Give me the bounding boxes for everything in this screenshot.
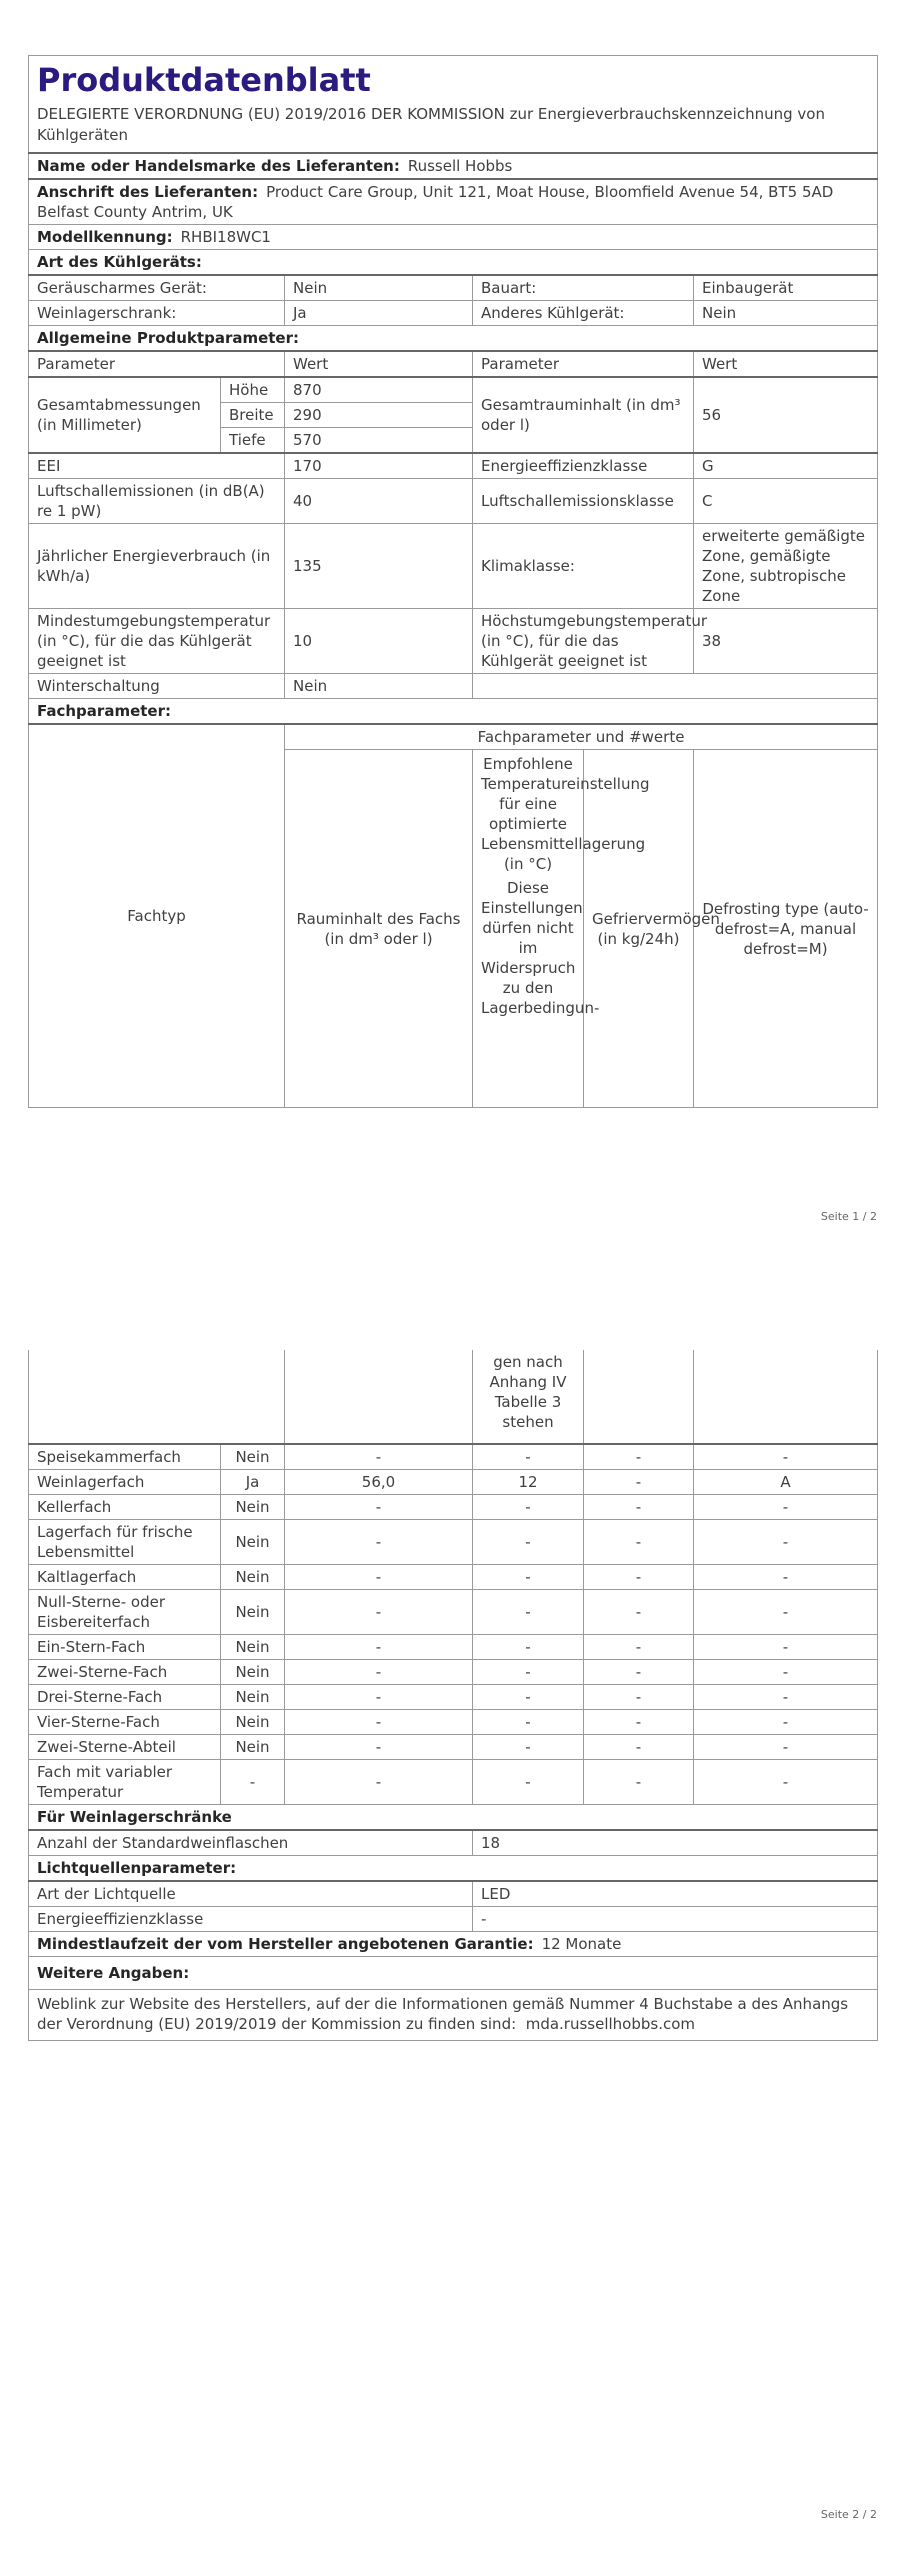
dims-label: Gesamtabmessungen (in Millimeter): [29, 377, 221, 453]
light-type-label: Art der Lichtquelle: [29, 1881, 473, 1907]
compartment-defrost: -: [694, 1685, 878, 1710]
compartment-row: [29, 1760, 878, 1805]
compartment-volume: -: [285, 1710, 473, 1735]
param-value: 40: [285, 479, 473, 524]
compartment-present: Nein: [221, 1735, 285, 1760]
compartment-freeze: -: [584, 1660, 694, 1685]
compartment-freeze: -: [584, 1710, 694, 1735]
datasheet-table-page-1: [28, 55, 878, 1108]
param-label: EEI: [29, 453, 285, 479]
compartment-name: Speisekammerfach: [29, 1444, 221, 1470]
compartment-volume: -: [285, 1635, 473, 1660]
further-info-row: [29, 1990, 878, 2041]
compartment-volume: -: [285, 1565, 473, 1590]
further-info-heading: Weitere Angaben:: [29, 1957, 878, 1990]
compartment-defrost: -: [694, 1710, 878, 1735]
compartment-temp: 12: [473, 1470, 584, 1495]
compartment-freeze: -: [584, 1470, 694, 1495]
compartment-defrost: -: [694, 1735, 878, 1760]
general-param-row: [29, 524, 878, 609]
compartment-temp: -: [473, 1635, 584, 1660]
general-param-row: [29, 453, 878, 479]
compartment-volume: -: [285, 1760, 473, 1805]
compartment-defrost: -: [694, 1520, 878, 1565]
compartment-present: Nein: [221, 1565, 285, 1590]
compartment-name: Zwei-Sterne-Fach: [29, 1660, 221, 1685]
compartment-defrost: -: [694, 1444, 878, 1470]
compartment-name: Weinlagerfach: [29, 1470, 221, 1495]
compartment-present: -: [221, 1760, 285, 1805]
col-value-header: Wert: [285, 351, 473, 377]
page-footer-2: Seite 2 / 2: [820, 2508, 877, 2521]
warranty-label: Mindestlaufzeit der vom Hersteller angebotenen Garantie:: [37, 1935, 534, 1953]
model-row: [29, 225, 878, 250]
light-source-heading: Lichtquellenparameter:: [29, 1856, 878, 1882]
compartment-present: Ja: [221, 1470, 285, 1495]
col-param-header-2: Parameter: [473, 351, 694, 377]
compartment-defrost: -: [694, 1565, 878, 1590]
col-type-header: Fachtyp: [29, 724, 285, 1108]
compartment-temp: -: [473, 1685, 584, 1710]
further-info-text: Weblink zur Website des Herstellers, auf der die Informationen gemäß Nummer 4 Buchstabe a des Anhangs der Verordnung (EU) 2019/2019 der Kommission zu finden sind:: [37, 1995, 849, 2033]
winter-row: [29, 674, 878, 699]
compartment-row: [29, 1565, 878, 1590]
col-temp-header-continued: gen nach Anhang IV Tabelle 3 stehen: [473, 1350, 584, 1444]
compartment-row: [29, 1635, 878, 1660]
wine-cabinet-value: Ja: [285, 301, 473, 326]
compartment-volume: -: [285, 1444, 473, 1470]
compartment-present: Nein: [221, 1520, 285, 1565]
compartment-present: Nein: [221, 1444, 285, 1470]
dim-value: 570: [285, 428, 473, 454]
compartment-name: Null-Sterne- oder Eisbereiterfach: [29, 1590, 221, 1635]
compartment-name: Zwei-Sterne-Abteil: [29, 1735, 221, 1760]
compartment-freeze: -: [584, 1685, 694, 1710]
title-cell: [29, 56, 878, 154]
warranty-row: [29, 1932, 878, 1957]
col-freeze-header: Gefriervermögen (in kg/24h): [584, 750, 694, 1108]
param-label: Luftschallemissionsklasse: [473, 479, 694, 524]
model-value: RHBI18WC1: [180, 228, 271, 246]
compartment-present: Nein: [221, 1590, 285, 1635]
appliance-type-row: [29, 275, 878, 301]
design-label: Bauart:: [473, 275, 694, 301]
compartment-volume: -: [285, 1660, 473, 1685]
low-noise-value: Nein: [285, 275, 473, 301]
compartment-name: Vier-Sterne-Fach: [29, 1710, 221, 1735]
compartment-row: [29, 1660, 878, 1685]
winter-value: Nein: [285, 674, 473, 699]
compartment-defrost: -: [694, 1635, 878, 1660]
warranty-value: 12 Monate: [541, 1935, 622, 1953]
address-row: [29, 179, 878, 225]
dim-name: Breite: [221, 403, 285, 428]
compartment-name: Drei-Sterne-Fach: [29, 1685, 221, 1710]
dim-value: 290: [285, 403, 473, 428]
compartment-volume: -: [285, 1520, 473, 1565]
supplier-value: Russell Hobbs: [407, 157, 513, 175]
empty-cell: [473, 674, 878, 699]
general-params-heading: Allgemeine Produktparameter:: [29, 326, 878, 352]
compartment-name: Kellerfach: [29, 1495, 221, 1520]
compartment-temp: -: [473, 1565, 584, 1590]
compartment-present: Nein: [221, 1495, 285, 1520]
compartment-freeze: -: [584, 1495, 694, 1520]
compartment-row: [29, 1495, 878, 1520]
param-value: G: [694, 453, 878, 479]
compartment-defrost: -: [694, 1495, 878, 1520]
col-volume-header: Rauminhalt des Fachs (in dm³ oder l): [285, 750, 473, 1108]
col-temp-header: [473, 750, 650, 1108]
dim-value: 870: [285, 377, 473, 403]
light-row: [29, 1881, 878, 1907]
compartment-row: [29, 1520, 878, 1565]
general-params-header-row: [29, 351, 878, 377]
wine-heading: Für Weinlagerschränke: [29, 1805, 878, 1831]
page-title: Produktdatenblatt: [37, 61, 371, 99]
compartment-name: Fach mit variabler Temperatur: [29, 1760, 221, 1805]
other-appliance-label: Anderes Kühlgerät:: [473, 301, 694, 326]
page-2: [28, 1350, 877, 2041]
low-noise-label: Geräuscharmes Gerät:: [29, 275, 285, 301]
dims-row: [29, 377, 878, 403]
compartment-present: Nein: [221, 1710, 285, 1735]
compartment-temp: -: [473, 1710, 584, 1735]
dim-name: Tiefe: [221, 428, 285, 454]
compartment-present: Nein: [221, 1660, 285, 1685]
compartment-volume: -: [285, 1590, 473, 1635]
empty-cell: [285, 1350, 473, 1444]
compartment-volume: -: [285, 1735, 473, 1760]
compartment-name: Ein-Stern-Fach: [29, 1635, 221, 1660]
appliance-type-heading: Art des Kühlgeräts:: [29, 250, 878, 276]
manufacturer-link[interactable]: mda.russellhobbs.com: [525, 2015, 696, 2033]
compartment-row: [29, 1470, 878, 1495]
general-param-row: [29, 479, 878, 524]
compartment-freeze: -: [584, 1520, 694, 1565]
volume-label: Gesamtrauminhalt (in dm³ oder l): [473, 377, 694, 453]
model-label: Modellkennung:: [37, 228, 173, 246]
address-value: Product Care Group, Unit 121, Moat House, Bloomfield Avenue 54, BT5 5AD Belfast County Antrim, UK: [37, 183, 834, 221]
param-label: Mindestumgebungstemperatur (in °C), für die das Kühlgerät geeignet ist: [29, 609, 285, 674]
compartment-freeze: -: [584, 1735, 694, 1760]
address-label: Anschrift des Lieferanten:: [37, 183, 259, 201]
page-1: [28, 55, 877, 1108]
light-class-label: Energieeffizienzklasse: [29, 1907, 473, 1932]
compartment-name: Lagerfach für frische Lebensmittel: [29, 1520, 221, 1565]
empty-cell: [694, 1350, 878, 1444]
design-value: Einbaugerät: [694, 275, 878, 301]
wine-row: [29, 1830, 878, 1856]
param-value: 135: [285, 524, 473, 609]
supplier-row: [29, 153, 878, 179]
compartment-volume: 56,0: [285, 1470, 473, 1495]
compartment-name: Kaltlagerfach: [29, 1565, 221, 1590]
compartment-rows: [29, 1444, 878, 1805]
compartment-freeze: -: [584, 1565, 694, 1590]
compartment-freeze: -: [584, 1635, 694, 1660]
compartment-temp: -: [473, 1520, 584, 1565]
param-label: Klimaklasse:: [473, 524, 694, 609]
appliance-type-row: [29, 301, 878, 326]
compartment-volume: -: [285, 1685, 473, 1710]
compartment-temp: -: [473, 1735, 584, 1760]
param-label: Energieeffizienzklasse: [473, 453, 694, 479]
col-param-header: Parameter: [29, 351, 285, 377]
compartment-freeze: -: [584, 1590, 694, 1635]
param-value: 38: [694, 609, 878, 674]
empty-cell: [584, 1350, 694, 1444]
compartment-row: [29, 1710, 878, 1735]
wine-bottles-label: Anzahl der Standardweinflaschen: [29, 1830, 473, 1856]
compartment-defrost: -: [694, 1590, 878, 1635]
compartment-temp: -: [473, 1495, 584, 1520]
compartment-row: [29, 1444, 878, 1470]
wine-cabinet-label: Weinlagerschrank:: [29, 301, 285, 326]
compartment-temp: -: [473, 1590, 584, 1635]
compartment-defrost: -: [694, 1760, 878, 1805]
compartment-row: [29, 1590, 878, 1635]
empty-cell: [29, 1350, 285, 1444]
compartment-temp: -: [473, 1760, 584, 1805]
compartment-temp: -: [473, 1444, 584, 1470]
wine-bottles-value: 18: [473, 1830, 878, 1856]
group-header: Fachparameter und #werte: [285, 724, 878, 750]
param-label: Luftschallemissionen (in dB(A) re 1 pW): [29, 479, 285, 524]
compartment-row: [29, 1735, 878, 1760]
compartment-defrost: A: [694, 1470, 878, 1495]
param-value: C: [694, 479, 878, 524]
compartment-freeze: -: [584, 1760, 694, 1805]
dim-name: Höhe: [221, 377, 285, 403]
col-defrost-header: Defrosting type (auto-defrost=A, manual defrost=M): [694, 750, 878, 1108]
compartment-defrost: -: [694, 1660, 878, 1685]
datasheet-table-page-2: [28, 1350, 878, 2041]
regulation-text: DELEGIERTE VERORDNUNG (EU) 2019/2016 DER KOMMISSION zur Energieverbrauchskennzeichnung von Kühlgeräten: [37, 105, 825, 144]
col-temp-text-1: Empfohlene Temperatureinstellung für eine optimierte Lebensmittellagerung (in °C): [481, 755, 650, 873]
compartment-volume: -: [285, 1495, 473, 1520]
param-value: erweiterte gemäßigte Zone, gemäßigte Zone, subtropische Zone: [694, 524, 878, 609]
compartment-params-heading: Fachparameter:: [29, 699, 878, 725]
col-temp-text-2: Diese Einstellungen dürfen nicht im Widerspruch zu den Lagerbedingun-: [481, 879, 600, 1017]
compartment-row: [29, 1685, 878, 1710]
light-class-value: -: [473, 1907, 878, 1932]
compartment-temp: -: [473, 1660, 584, 1685]
param-value: 10: [285, 609, 473, 674]
compartment-freeze: -: [584, 1444, 694, 1470]
general-param-row: [29, 609, 878, 674]
volume-value: 56: [694, 377, 878, 453]
other-appliance-value: Nein: [694, 301, 878, 326]
light-row: [29, 1907, 878, 1932]
compartment-present: Nein: [221, 1685, 285, 1710]
col-value-header-2: Wert: [694, 351, 878, 377]
winter-label: Winterschaltung: [29, 674, 285, 699]
page-footer-1: Seite 1 / 2: [820, 1210, 877, 1223]
light-type-value: LED: [473, 1881, 878, 1907]
supplier-label: Name oder Handelsmarke des Lieferanten:: [37, 157, 400, 175]
param-label: Jährlicher Energieverbrauch (in kWh/a): [29, 524, 285, 609]
compartment-present: Nein: [221, 1635, 285, 1660]
param-label: Höchstumgebungstemperatur (in °C), für die das Kühlgerät geeignet ist: [473, 609, 694, 674]
param-value: 170: [285, 453, 473, 479]
